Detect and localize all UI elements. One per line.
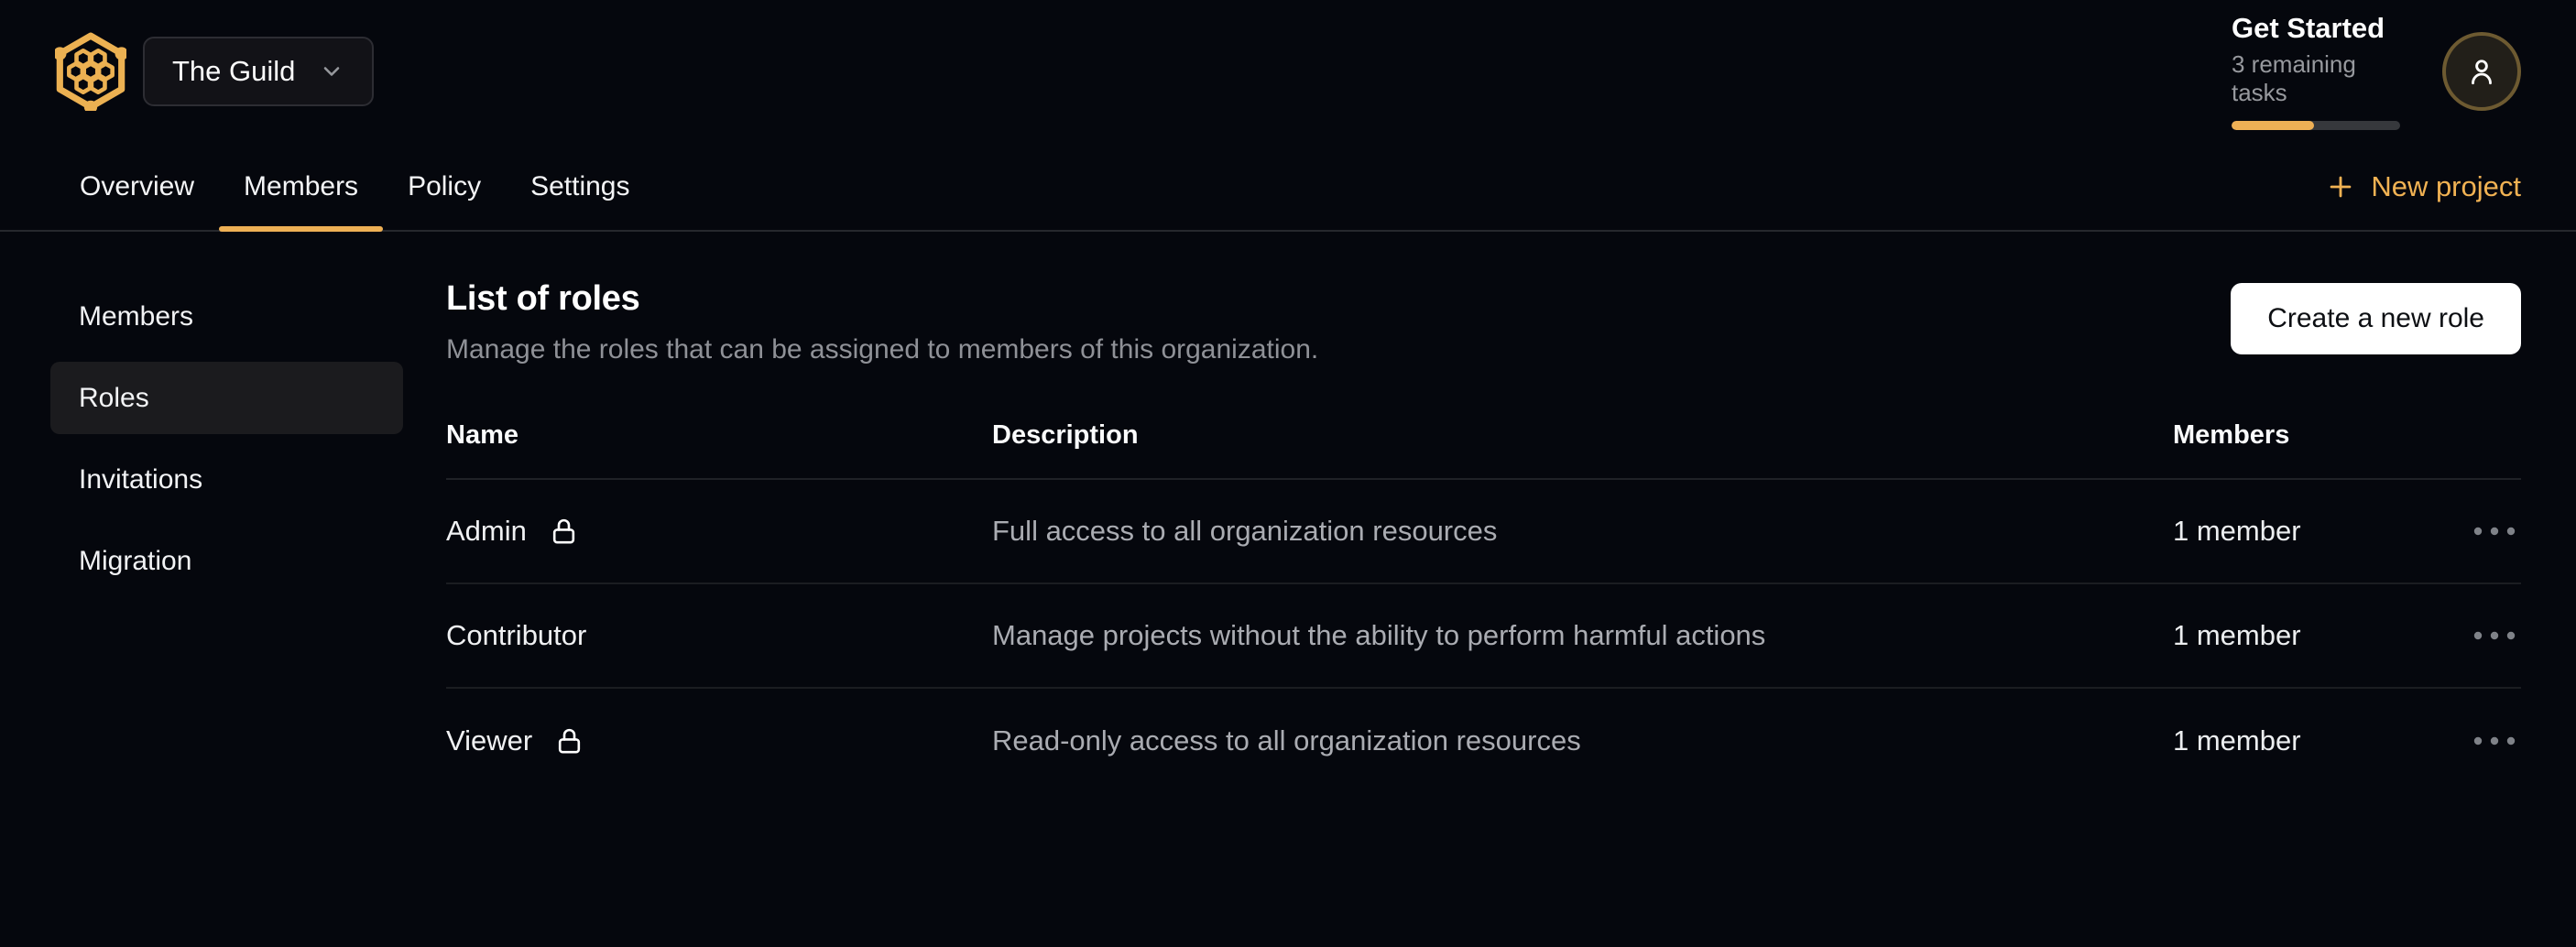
role-name: Contributor	[446, 619, 587, 651]
column-header-name: Name	[446, 420, 518, 450]
roles-table	[446, 420, 2521, 793]
role-name: Admin	[446, 515, 527, 547]
sidebar-item-invitations[interactable]: Invitations	[79, 463, 203, 495]
members-page	[0, 232, 2576, 793]
column-header-members: Members	[2173, 420, 2290, 450]
sidebar-item-members[interactable]: Members	[79, 300, 194, 332]
sidebar-item-migration[interactable]: Migration	[79, 545, 192, 576]
org-tab-bar	[0, 143, 2576, 232]
get-started-widget	[2232, 13, 2402, 129]
role-description: Full access to all organization resources	[992, 515, 1498, 547]
org-name: The Guild	[172, 55, 296, 87]
role-member-count: 1 member	[2173, 515, 2301, 547]
column-header-description: Description	[992, 420, 1139, 450]
get-started-title: Get Started	[2232, 12, 2385, 45]
new-project-button[interactable]	[2325, 143, 2521, 230]
person-icon	[2464, 54, 2499, 89]
user-avatar-button[interactable]	[2442, 32, 2521, 111]
create-role-button[interactable]: Create a new role	[2231, 283, 2521, 354]
get-started-progress-fill	[2232, 121, 2314, 130]
role-member-count: 1 member	[2173, 619, 2301, 651]
members-sidebar	[50, 276, 403, 597]
role-menu-button[interactable]	[2468, 731, 2521, 751]
tab-policy[interactable]: Policy	[408, 170, 482, 201]
sidebar-item-roles[interactable]: Roles	[50, 362, 403, 434]
lock-icon	[549, 517, 579, 547]
plus-icon	[2325, 171, 2356, 202]
tab-settings[interactable]: Settings	[530, 170, 630, 201]
new-project-label: New project	[2371, 169, 2521, 202]
page-title: List of roles	[446, 279, 640, 318]
top-bar	[0, 0, 2576, 143]
lock-icon	[554, 726, 584, 757]
table-row-admin	[446, 480, 2521, 584]
hive-logo-icon	[55, 32, 126, 111]
tab-overview[interactable]: Overview	[80, 170, 195, 201]
ellipsis-icon	[2473, 736, 2516, 746]
ellipsis-icon	[2473, 527, 2516, 536]
role-description: Manage projects without the ability to perform harmful actions	[992, 619, 1766, 651]
get-started-progress-bar[interactable]	[2232, 121, 2400, 130]
role-menu-button[interactable]	[2468, 521, 2521, 541]
role-member-count: 1 member	[2173, 724, 2301, 757]
org-selector-button[interactable]	[143, 37, 374, 106]
table-row-viewer	[446, 689, 2521, 793]
role-name: Viewer	[446, 724, 533, 757]
tab-members[interactable]: Members	[219, 143, 383, 230]
get-started-remaining: 3 remaining tasks	[2232, 49, 2356, 106]
table-row-contributor	[446, 584, 2521, 689]
roles-table-header	[446, 420, 2521, 480]
chevron-down-icon	[319, 59, 344, 84]
roles-panel	[403, 276, 2521, 793]
role-description: Read-only access to all organization resources	[992, 724, 1581, 757]
ellipsis-icon	[2473, 631, 2516, 640]
page-subtitle: Manage the roles that can be assigned to members of this organization.	[446, 334, 1319, 365]
role-menu-button[interactable]	[2468, 626, 2521, 646]
